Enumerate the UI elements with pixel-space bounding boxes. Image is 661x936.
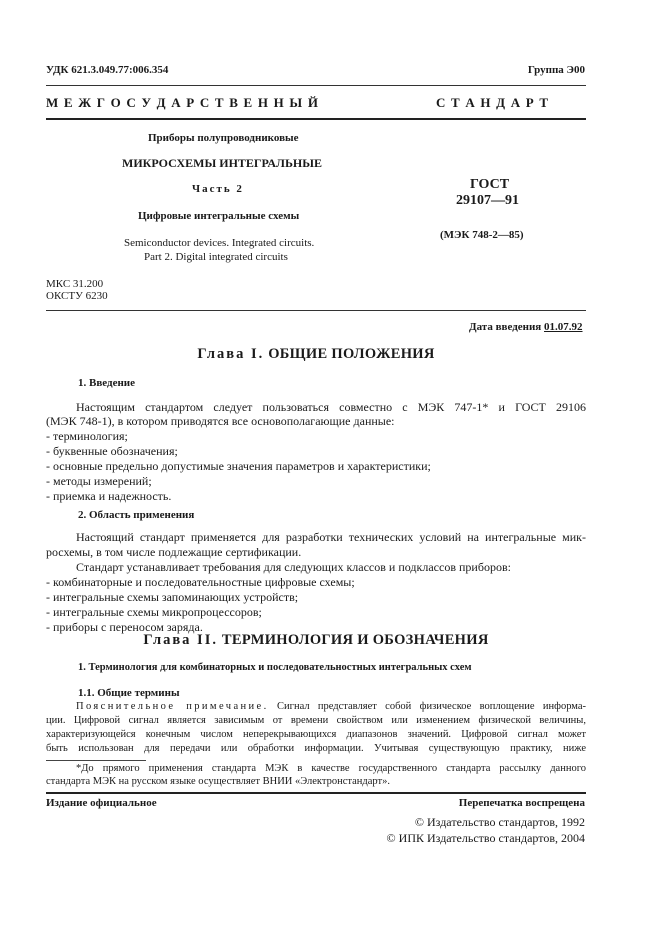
effective-date-value: 01.07.92	[544, 321, 583, 333]
title-en-line1: Semiconductor devices. Integrated circuits.	[124, 237, 315, 249]
footer-rule	[46, 792, 586, 794]
group-code: Группа Э00	[527, 64, 585, 76]
banner-interstate: М Е Ж Г О С У Д А Р С Т В Е Н Н Ы Й	[46, 95, 320, 110]
copyright-1992: © Издательство стандартов, 1992	[414, 815, 585, 829]
chapter2-heading	[46, 632, 586, 649]
okstu-code: ОКСТУ 6230	[46, 290, 108, 302]
mek-reference: (МЭК 748-2—85)	[440, 229, 524, 241]
chapter1-heading	[46, 346, 586, 363]
note-line2: ции. Цифровой сигнал является зависимым от времени свойством или изменением физической величины,	[46, 715, 586, 726]
title-part: Часть 2	[192, 183, 244, 195]
intro-item: - терминология;	[46, 429, 128, 443]
gost-number: 29107—91	[456, 193, 519, 208]
chapter1-prefix: Глава I.	[197, 346, 265, 362]
mks-code: МКС 31.200	[46, 278, 104, 290]
banner-standard: С Т А Н Д А Р Т	[436, 95, 550, 110]
title-line1: Приборы полупроводниковые	[148, 132, 299, 144]
footnote-line1: *До прямого применения стандарта МЭК в качестве государственного стандарта рассылку данного	[76, 763, 586, 774]
note-label: Пояснительное примечание.	[76, 701, 269, 712]
title-subtitle: Цифровые интегральные схемы	[138, 210, 300, 222]
header-rule-top	[46, 85, 586, 86]
chapter1-title: ОБЩИЕ ПОЛОЖЕНИЯ	[268, 346, 435, 362]
effective-date-label: Дата введения	[469, 321, 542, 333]
footnote-rule	[46, 760, 146, 761]
terminology-section-title: 1. Терминология для комбинаторных и последовательностных интегральных схем	[78, 662, 472, 673]
scope-item: - интегральные схемы запоминающих устройств;	[46, 590, 299, 604]
section-introduction-title: 1. Введение	[78, 377, 136, 389]
note-text1: Сигнал представляет собой физическое воплощение информа-	[277, 701, 587, 712]
intro-line2: (МЭК 748-1), в котором приводятся все основополагающие данные:	[46, 414, 395, 428]
scope-line2: росхемы, в том числе подлежащие сертификации.	[46, 545, 302, 559]
note-line4: быть использован для передачи или обработки информации. Учитывая существующую практику, ниже	[46, 743, 586, 754]
section-scope-title: 2. Область применения	[78, 509, 195, 521]
note-line1	[46, 700, 586, 714]
intro-item: - приемка и надежность.	[46, 489, 172, 503]
official-edition: Издание официальное	[46, 797, 157, 809]
intro-line1: Настоящим стандартом следует пользоваться совместно с МЭК 747-1* и ГОСТ 29106	[76, 400, 586, 414]
chapter2-prefix: Глава II.	[143, 632, 218, 648]
header-rule-bottom	[46, 118, 586, 120]
copyright-2004: © ИПК Издательство стандартов, 2004	[386, 831, 585, 845]
title-line2: МИКРОСХЕМЫ ИНТЕГРАЛЬНЫЕ	[122, 156, 323, 170]
gost-label: ГОСТ	[470, 177, 510, 192]
note-line3: характеризующейся конечным числом неперекрывающихся диапазонов значений. Цифровой сигнал может	[46, 729, 586, 740]
chapter2-title: ТЕРМИНОЛОГИЯ И ОБОЗНАЧЕНИЯ	[221, 632, 489, 648]
scope-item: - интегральные схемы микропроцессоров;	[46, 605, 262, 619]
intro-item: - буквенные обозначения;	[46, 444, 178, 458]
classification-rule	[46, 310, 586, 311]
scope-line1: Настоящий стандарт применяется для разработки технических условий на интегральные мик-	[76, 530, 586, 544]
title-en-line2: Part 2. Digital integrated circuits	[144, 251, 288, 263]
udk-code: УДК 621.3.049.77:006.354	[46, 64, 169, 76]
intro-item: - основные предельно допустимые значения параметров и характеристики;	[46, 459, 431, 473]
scope-item: - приборы с переносом заряда.	[46, 620, 203, 634]
scope-item: - комбинаторные и последовательностные цифровые схемы;	[46, 575, 355, 589]
reprint-prohibited: Перепечатка воспрещена	[458, 797, 585, 809]
footnote-line2: стандарта МЭК на русском языке осуществляет ВНИИ «Электронстандарт».	[46, 776, 390, 787]
effective-date	[469, 321, 583, 333]
general-terms-title: 1.1. Общие термины	[78, 687, 180, 699]
intro-item: - методы измерений;	[46, 474, 152, 488]
scope-line3: Стандарт устанавливает требования для следующих классов и подклассов приборов:	[76, 560, 511, 574]
